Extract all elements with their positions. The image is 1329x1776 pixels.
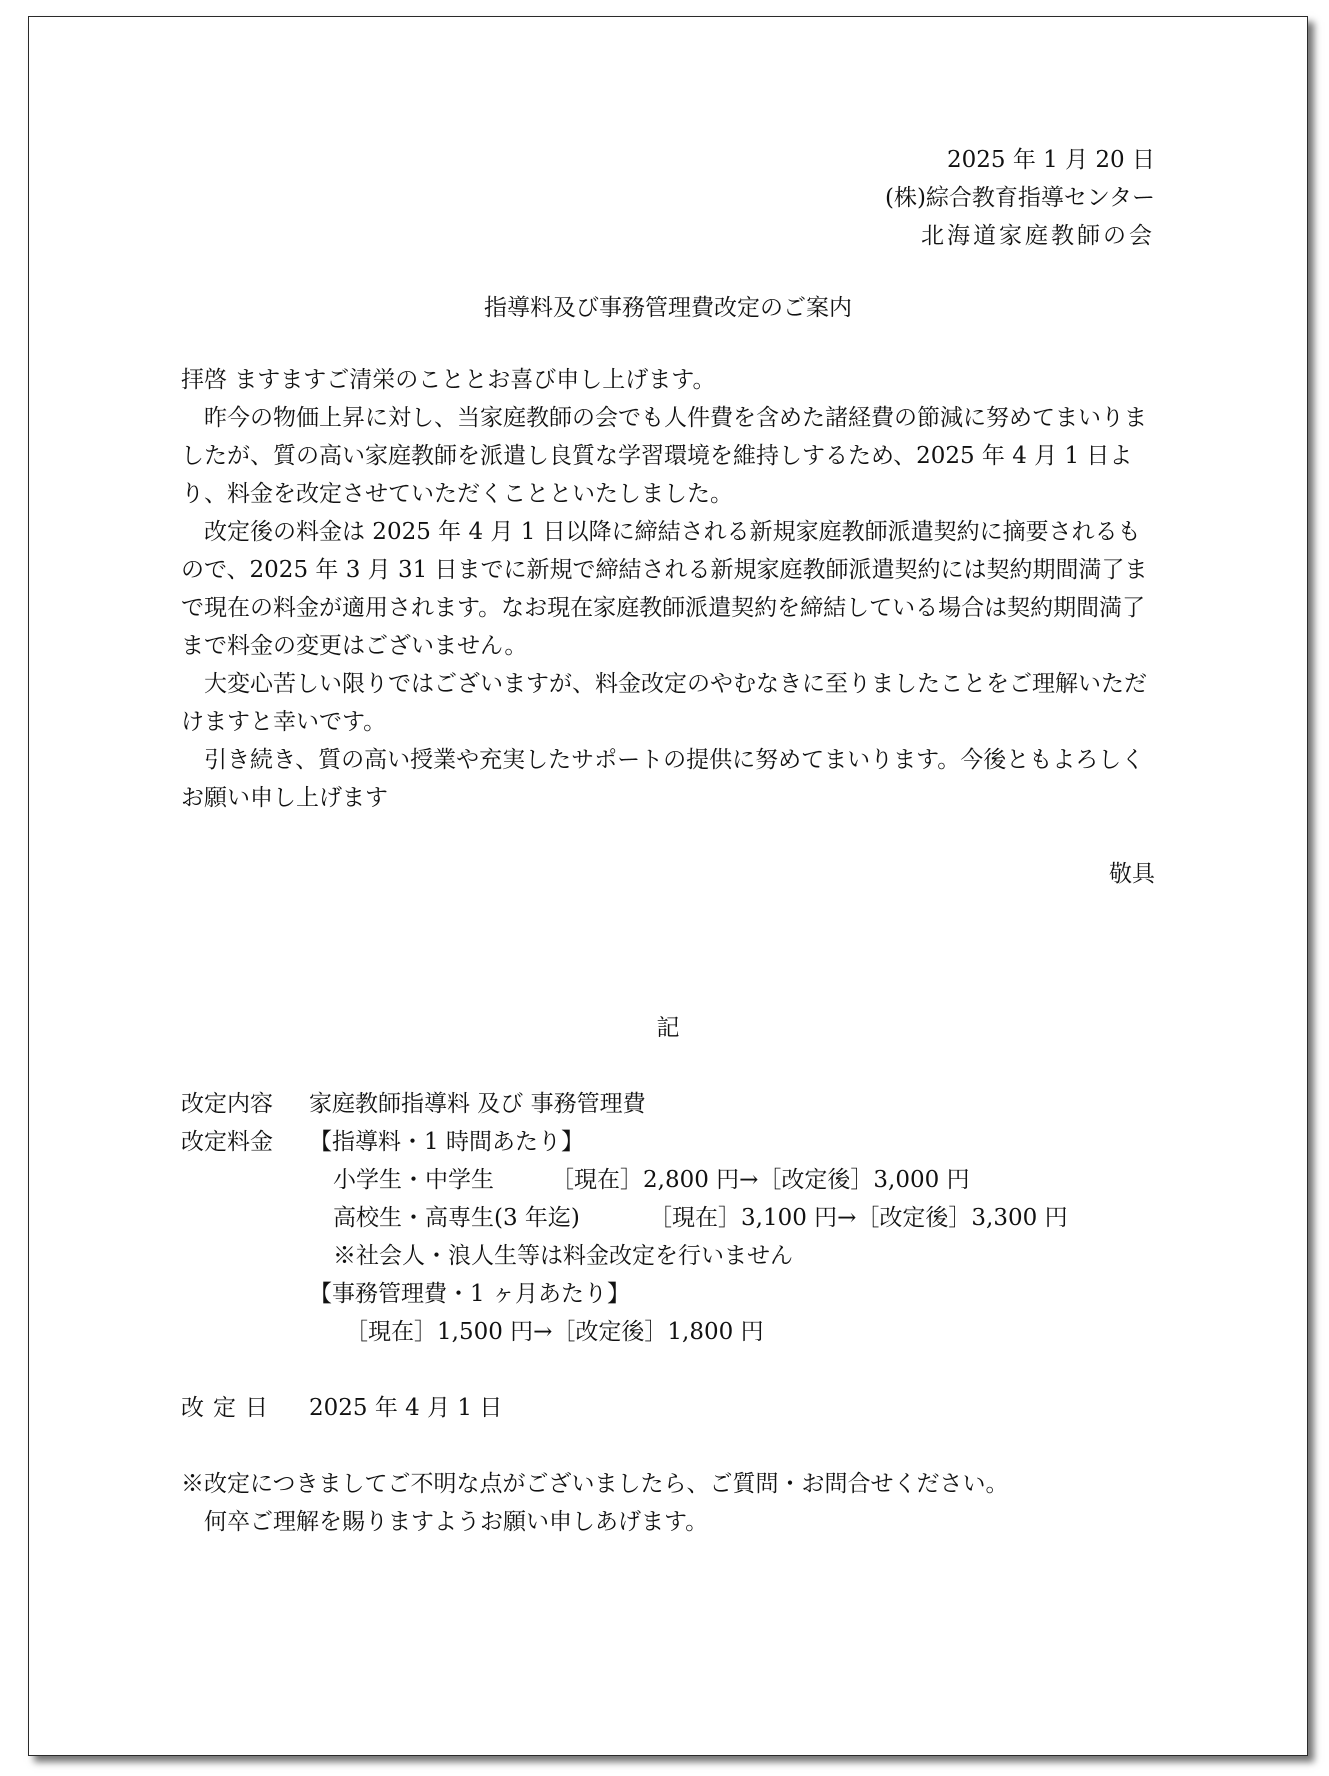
sender-company: (株)綜合教育指導センター xyxy=(884,185,1155,211)
document-page xyxy=(28,16,1308,1756)
greeting-line: 拝啓 ますますご清栄のこととお喜び申し上げます。 xyxy=(181,367,716,393)
revision-content-label: 改定内容 xyxy=(181,1091,273,1117)
inquiry-note: ※改定につきましてご不明な点がございましたら、ご質問・お問合せください。 xyxy=(181,1471,1009,1497)
body-paragraph-4: 引き続き、質の高い授業や充実したサポートの提供に努めてまいります。今後ともよろしくお願い申し上げます xyxy=(181,747,1145,811)
body-paragraph-1: 昨今の物価上昇に対し、当家庭教師の会でも人件費を含めた諸経費の節減に努めてまいりましたが、質の高い家庭教師を派遣し良質な学習環境を維持しするため、2025 年 4 月 1 日より、料金を改定させていただくことといたしました。 xyxy=(181,405,1147,507)
letter-content xyxy=(181,141,1155,1541)
revision-date-label: 改定日 xyxy=(181,1395,277,1421)
rate-change: ［現在］3,100 円→［改定後］3,300 円 xyxy=(649,1205,1068,1231)
closing-keigu: 敬具 xyxy=(1109,861,1155,887)
revision-date-value: 2025 年 4 月 1 日 xyxy=(309,1395,503,1421)
rate-category: 小学生・中学生 xyxy=(333,1167,494,1193)
tuition-note: ※社会人・浪人生等は料金改定を行いません xyxy=(333,1243,793,1269)
admin-fee-heading: 【事務管理費・1 ヶ月あたり】 xyxy=(309,1281,630,1307)
letter-date: 2025 年 1 月 20 日 xyxy=(947,147,1155,173)
rate-row-elementary xyxy=(181,1161,1155,1199)
rate-row-highschool xyxy=(181,1199,1155,1237)
revision-content-value: 家庭教師指導料 及び 事務管理費 xyxy=(309,1091,646,1117)
revision-fee-row xyxy=(181,1123,1155,1161)
revision-date-row xyxy=(181,1389,1155,1427)
closing-request: 何卒ご理解を賜りますようお願い申しあげます。 xyxy=(204,1509,709,1535)
revision-content-row xyxy=(181,1085,1155,1123)
admin-fee-change: ［現在］1,500 円→［改定後］1,800 円 xyxy=(345,1319,764,1345)
rate-category: 高校生・高専生(3 年迄) xyxy=(333,1205,580,1231)
letter-subject: 指導料及び事務管理費改定のご案内 xyxy=(484,295,852,321)
revision-fee-label: 改定料金 xyxy=(181,1129,273,1155)
tuition-heading: 【指導料・1 時間あたり】 xyxy=(309,1129,584,1155)
body-paragraph-3: 大変心苦しい限りではございますが、料金改定のやむなきに至りましたことをご理解いただけますと幸いです。 xyxy=(181,671,1147,735)
body-paragraph-2: 改定後の料金は 2025 年 4 月 1 日以降に締結される新規家庭教師派遣契約に摘要されるもので、2025 年 3 月 31 日までに新規で締結される新規家庭教師派遣契約には契約期間満了まで現在の料金が適用されます。なお現在家庭教師派遣契約を締結している場合は契約期間満了まで料金の変更はございません。 xyxy=(181,519,1148,659)
sender-organization: 北海道家庭教師の会 xyxy=(921,223,1155,249)
ki-heading: 記 xyxy=(656,1015,680,1041)
rate-change: ［現在］2,800 円→［改定後］3,000 円 xyxy=(551,1167,970,1193)
